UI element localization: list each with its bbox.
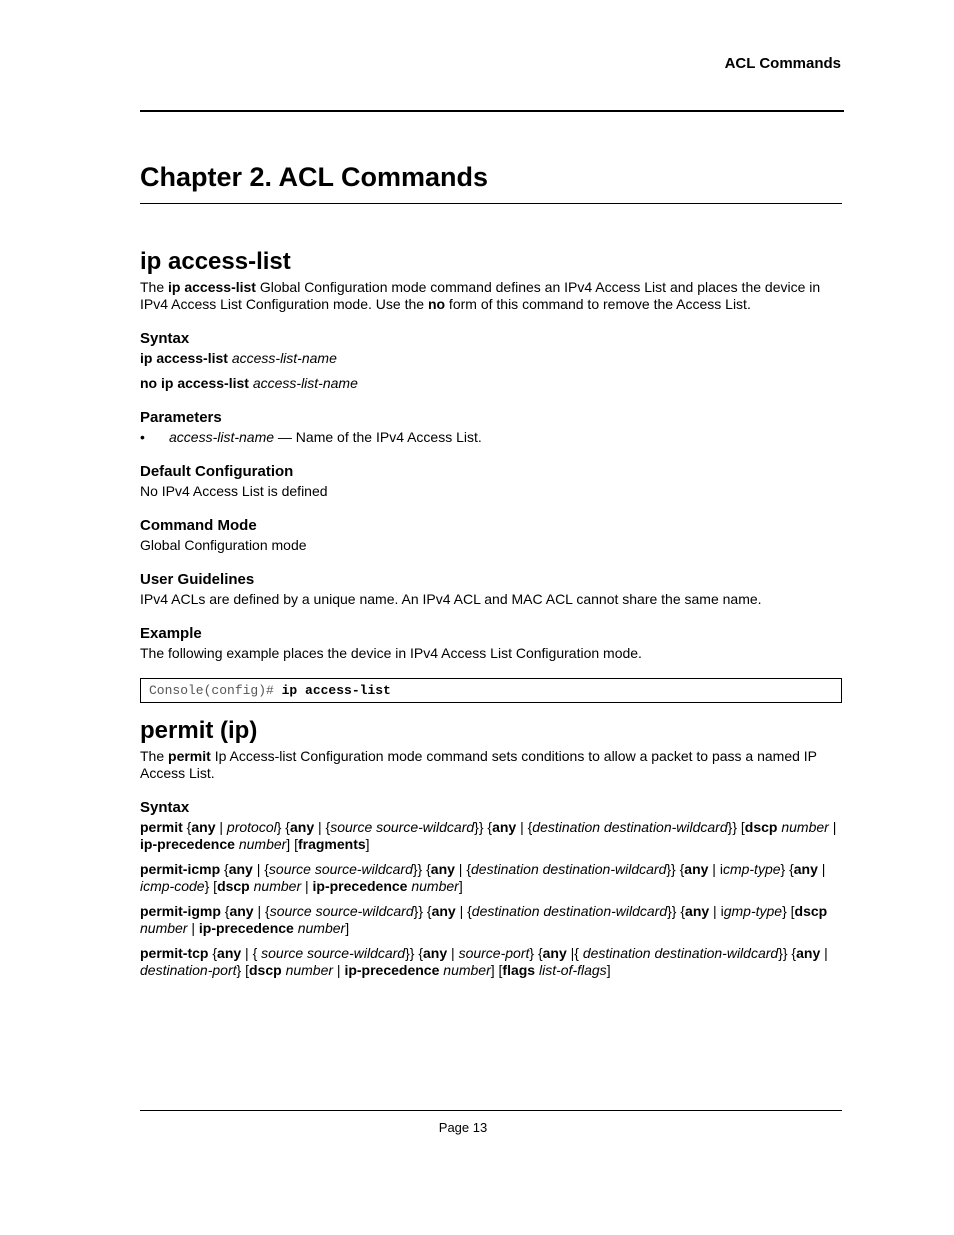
bold-run: any — [793, 861, 818, 877]
bold-run: any — [492, 819, 517, 835]
command-mode-block — [140, 517, 842, 554]
bold-run: ip-precedence — [140, 836, 235, 852]
bold-run: ip-precedence — [312, 878, 408, 894]
bold-run: no ip access-list — [140, 375, 249, 391]
bold-run: any — [685, 903, 710, 919]
example-text: The following example places the device in IPv4 Access List Configuration mode. — [140, 645, 642, 661]
syntax-line — [140, 375, 842, 392]
command-mode-heading: Command Mode — [140, 517, 257, 534]
bold-run: any — [684, 861, 709, 877]
italic-run: source source-wildcard — [269, 903, 414, 919]
italic-run: number — [781, 819, 829, 835]
header-rule — [140, 110, 844, 112]
italic-run: icmp-code — [140, 878, 205, 894]
bold-run: permit-icmp — [140, 861, 221, 877]
parameter-text: access-list-name — Name of the IPv4 Access List. — [169, 429, 482, 445]
italic-run: list-of-flags — [539, 962, 607, 978]
syntax-heading: Syntax — [140, 330, 190, 347]
italic-run: number — [411, 878, 459, 894]
command-mode-text: Global Configuration mode — [140, 537, 307, 553]
bold-run: ip-precedence — [198, 920, 294, 936]
italic-run: number — [238, 836, 287, 852]
section-title-ip-access-list: ip access-list — [140, 248, 291, 275]
italic-run: source source-wildcard — [261, 945, 406, 961]
example-heading: Example — [140, 625, 202, 642]
page-content — [140, 160, 842, 979]
italic-run: number — [297, 920, 346, 936]
italic-run: access-list-name — [231, 350, 337, 366]
italic-run: cmp-type — [722, 861, 781, 877]
bold-run: any — [542, 945, 567, 961]
bold-run: any — [431, 903, 456, 919]
bullet-marker: • — [140, 429, 145, 445]
bold-run: dscp — [744, 819, 778, 835]
syntax-block — [140, 799, 842, 979]
console-command: ip access-list — [281, 683, 391, 698]
italic-run: access-list-name — [169, 429, 275, 445]
italic-run: number — [285, 962, 334, 978]
user-guidelines-text: IPv4 ACLs are defined by a unique name. An IPv4 ACL and MAC ACL cannot share the same name. — [140, 591, 762, 607]
console-prompt: Console(config)# — [149, 683, 282, 698]
italic-run: destination destination-wildcard — [471, 861, 667, 877]
bold-run: any — [229, 903, 254, 919]
parameters-block — [140, 409, 842, 446]
example-block — [140, 625, 842, 662]
italic-run: access-list-name — [252, 375, 358, 391]
bold-run: any — [289, 819, 315, 835]
italic-run: source source-wildcard — [330, 819, 475, 835]
code-example — [140, 678, 842, 703]
italic-run: source source-wildcard — [268, 861, 413, 877]
intro-paragraph: The permit Ip Access-list Configuration mode command sets conditions to allow a packet to pass a named IP Access List. — [140, 748, 817, 781]
default-configuration-heading: Default Configuration — [140, 463, 294, 480]
default-configuration-text: No IPv4 Access List is defined — [140, 483, 328, 499]
bold-run: ip access-list — [140, 350, 228, 366]
bold-run: flags — [502, 962, 536, 978]
bold-run: any — [228, 861, 253, 877]
footer-rule — [140, 1110, 842, 1111]
bold-run: any — [217, 945, 242, 961]
default-configuration-block — [140, 463, 842, 500]
italic-run: number — [140, 920, 188, 936]
bold-run: any — [423, 945, 448, 961]
bold-run: permit-igmp — [140, 903, 221, 919]
bold-run: dscp — [248, 962, 282, 978]
syntax-line: permit-icmp {any | {source source-wildcard}} {any | {destination destination-wildcard}} {any | icmp-type} {any | icmp-code} [dscp number | ip-precedence number] — [140, 861, 826, 894]
chapter-title: Chapter 2. ACL Commands — [140, 160, 842, 204]
italic-run: protocol — [226, 819, 277, 835]
italic-run: destination destination-wildcard — [532, 819, 728, 835]
bold-run: permit-tcp — [140, 945, 209, 961]
bold-run: no — [427, 296, 446, 312]
bold-run: any — [191, 819, 216, 835]
bold-run: ip-precedence — [344, 962, 440, 978]
intro-paragraph: The ip access-list Global Configuration mode command defines an IPv4 Access List and places the device in IPv4 Access List Configuration mode. Use the no form of this command to remove the Access List. — [140, 279, 821, 312]
parameters-heading: Parameters — [140, 409, 222, 426]
page-number: Page 13 — [438, 1120, 488, 1135]
italic-run: source-port — [458, 945, 530, 961]
bold-run: dscp — [794, 903, 828, 919]
user-guidelines-block — [140, 571, 842, 608]
italic-run: gmp-type — [723, 903, 783, 919]
bold-run: ip access-list — [168, 279, 256, 295]
italic-run: destination-port — [140, 962, 237, 978]
syntax-line: permit {any | protocol} {any | {source source-wildcard}} {any | {destination destination-wildcard}} [dscp number | ip-precedence number] [fragments] — [140, 819, 837, 852]
bold-run: any — [796, 945, 821, 961]
italic-run: number — [253, 878, 302, 894]
bold-run: permit — [140, 819, 183, 835]
italic-run: destination destination-wildcard — [471, 903, 668, 919]
section-title-permit-ip: permit (ip) — [140, 717, 258, 744]
bold-run: fragments — [297, 836, 366, 852]
bold-run: dscp — [217, 878, 250, 894]
syntax-block — [140, 330, 842, 392]
italic-run: destination destination-wildcard — [582, 945, 779, 961]
running-header: ACL Commands — [724, 55, 841, 72]
syntax-heading: Syntax — [140, 799, 190, 816]
syntax-line: permit-tcp {any | { source source-wildcard}} {any | source-port} {any |{ destination destination-wildcard}} {any | destination-port} [dscp number | ip-precedence number] [flags list-of-flags] — [140, 945, 828, 978]
user-guidelines-heading: User Guidelines — [140, 571, 255, 588]
parameter-item — [140, 429, 842, 446]
italic-run: number — [443, 962, 491, 978]
bold-run: permit — [168, 748, 211, 764]
bold-run: any — [430, 861, 455, 877]
syntax-line: permit-igmp {any | {source source-wildcard}} {any | {destination destination-wildcard}} {any | igmp-type} [dscp number | ip-precedence number] — [140, 903, 828, 936]
syntax-line — [140, 350, 842, 367]
